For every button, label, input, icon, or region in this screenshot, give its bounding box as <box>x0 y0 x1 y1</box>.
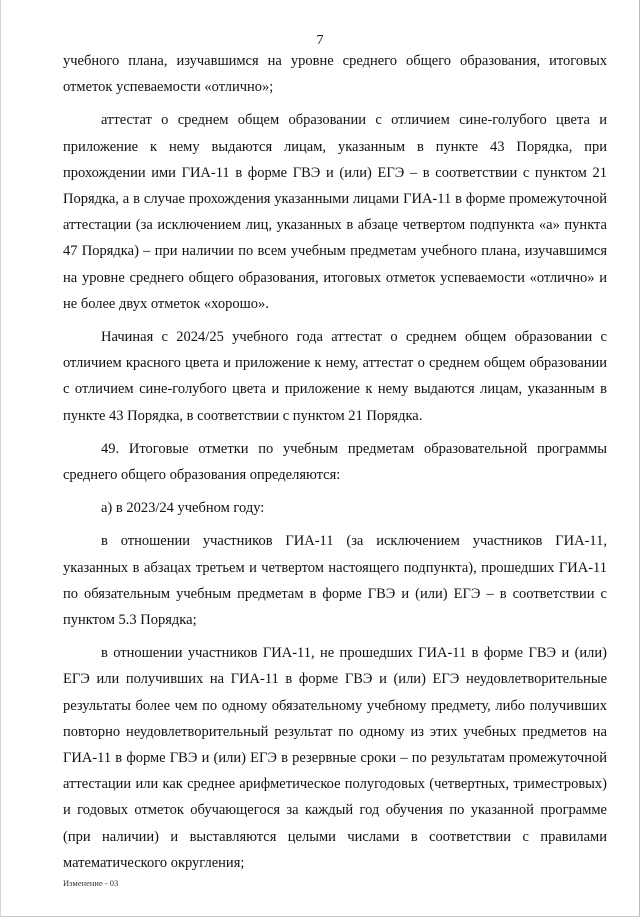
paragraph-continuation: учебного плана, изучавшимся на уровне среднего общего образования, итоговых отметок успеваемости «отлично»; <box>63 53 607 96</box>
page-number: 7 <box>316 33 324 48</box>
paragraph-blue-certificate: аттестат о среднем общем образовании с отличием сине-голубого цвета и приложение к нему выдаются лицам, указанным в пункте 43 Порядка, при прохождении ими ГИА-11 в форме ГВЭ и (или) ЕГЭ – в соответствии с пунктом 21 Порядка, а в случае прохождения указанными лицами ГИА-11 в форме промежуточной аттестации (за исключением лиц, указанных в абзаце четвертом подпункта «а» пункта 47 Порядка) – при наличии по всем учебным предметам учебного плана, изучавшимся на уровне среднего общего образования, итоговых отметок успеваемости «отлично» и не более двух отметок «хорошо». <box>63 112 607 312</box>
document-body <box>63 48 607 883</box>
paragraph-subitem-a: а) в 2023/24 учебном году: <box>101 500 265 517</box>
footer-revision: Изменение - 03 <box>63 878 119 888</box>
paragraph-2024-25: Начиная с 2024/25 учебного года аттестат о среднем общем образовании с отличием красного цвета и приложение к нему, аттестат о среднем общем образовании с отличием сине-голубого цвета и приложение к нему выдаются лицам, указанным в пункте 43 Порядка, в соответствии с пунктом 21 Порядка. <box>63 329 607 424</box>
paragraph-gia-participants: в отношении участников ГИА-11 (за исключением участников ГИА-11, указанных в абзацах третьем и четвертом настоящего подпункта), прошедших ГИА-11 по обязательным учебным предметам в форме ГВЭ и (или) ЕГЭ – в соответствии с пунктом 5.3 Порядка; <box>63 533 607 629</box>
paragraph-gia-failed: в отношении участников ГИА-11, не прошедших ГИА-11 в форме ГВЭ и (или) ЕГЭ или получивших на ГИА-11 в форме ГВЭ и (или) ЕГЭ неудовлетворительные результаты более чем по одному обязательному учебному предмету, либо получивших повторно неудовлетворительный результат по одному из этих учебных предметов на ГИА-11 в форме ГВЭ и (или) ЕГЭ в резервные сроки – по результатам промежуточной аттестации или как среднее арифметическое полугодовых (четвертных, триместровых) и годовых отметок обучающегося за каждый год обучения по указанной программе (при наличии) и выставляются целыми числами в соответствии с правилами математического округления; <box>63 645 607 871</box>
paragraph-item-49: 49. Итоговые отметки по учебным предметам образовательной программы среднего общего образования определяются: <box>63 440 607 484</box>
